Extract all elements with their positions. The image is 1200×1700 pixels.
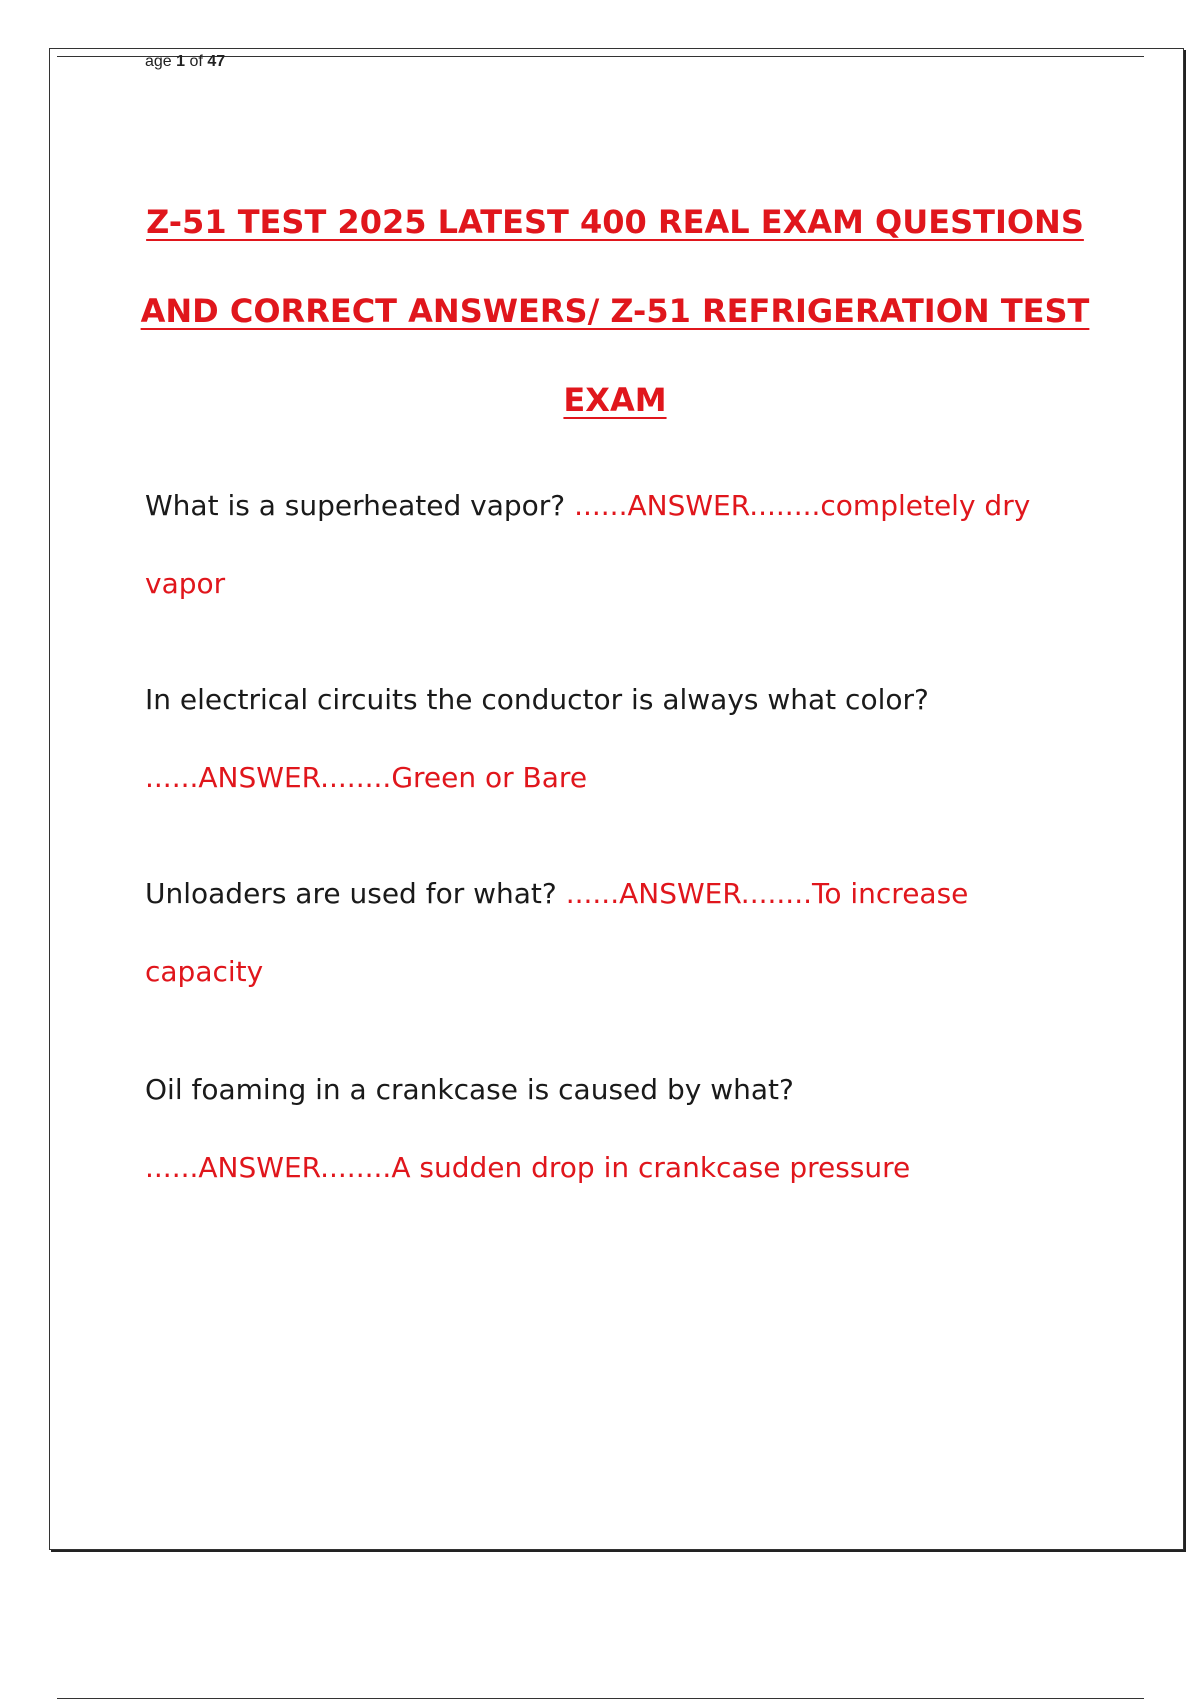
qa-item [145, 1051, 1065, 1207]
answer-text: ......ANSWER........completely dry vapor [145, 489, 1031, 600]
answer-text: ......ANSWER........A sudden drop in crankcase pressure [145, 1151, 911, 1184]
page-number: 1 [176, 53, 186, 70]
question-text: Unloaders are used for what? [145, 877, 557, 910]
page-counter [145, 53, 225, 71]
page-prefix: age [145, 53, 172, 70]
page-of: of [189, 53, 203, 70]
question-text: In electrical circuits the conductor is always what color? [145, 683, 929, 716]
qa-item [145, 661, 1065, 817]
footer-rule [57, 1698, 1144, 1699]
answer-text: ......ANSWER........Green or Bare [145, 761, 588, 794]
qa-item [145, 467, 1065, 623]
qa-item [145, 855, 1065, 1011]
document-title: Z-51 TEST 2025 LATEST 400 REAL EXAM QUESTIONS AND CORRECT ANSWERS/ Z-51 REFRIGERATION TEST EXAM [140, 203, 1090, 419]
answer-text: ......ANSWER........To increase capacity [145, 877, 969, 988]
page-total: 47 [207, 53, 226, 70]
question-text: What is a superheated vapor? [145, 489, 566, 522]
question-text: Oil foaming in a crankcase is caused by what? [145, 1073, 794, 1106]
